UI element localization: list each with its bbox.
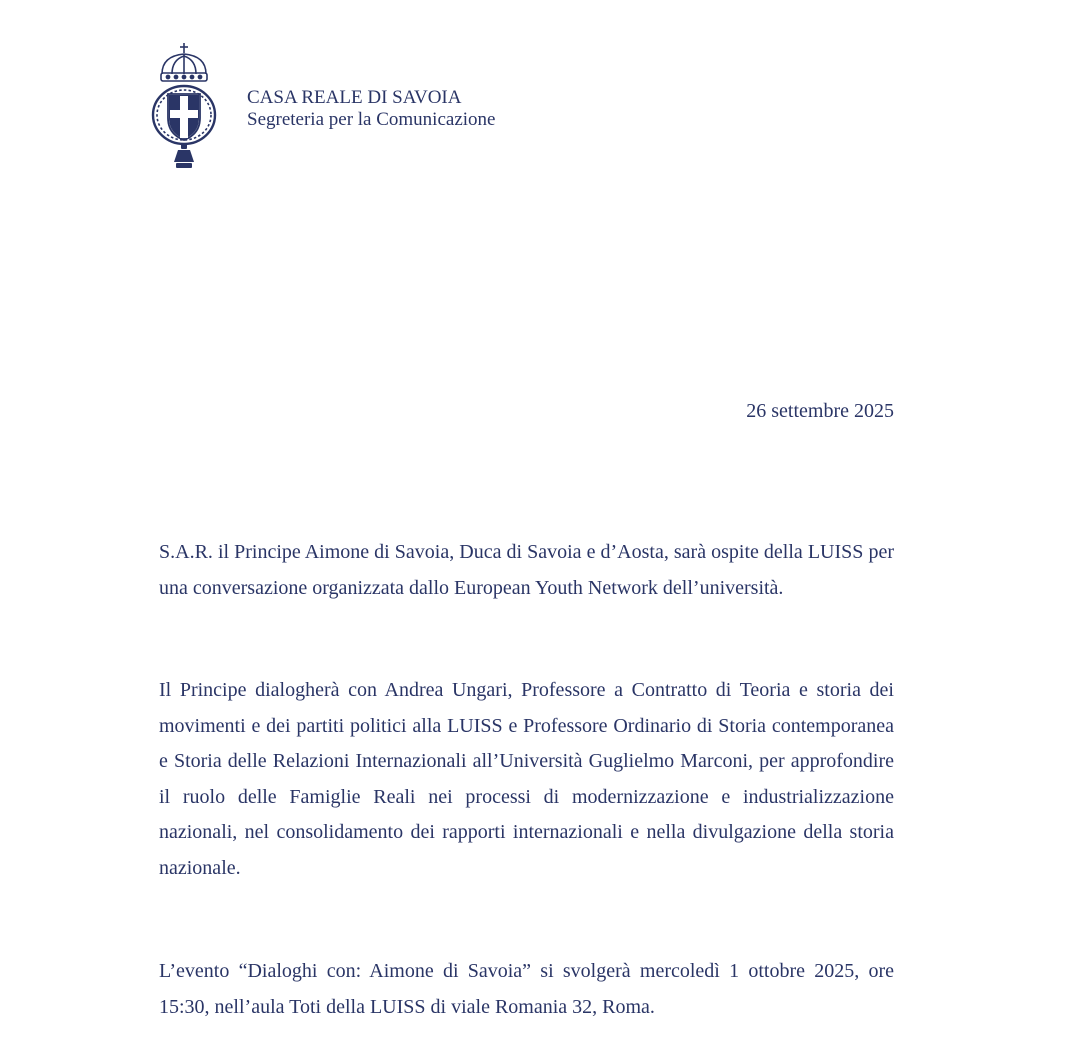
paragraph-2: Il Principe dialogherà con Andrea Ungari, Professore a Contratto di Teoria e storia dei movimenti e dei partiti politici alla LUISS e Professore Ordinario di Storia contemporanea e Storia delle Relazioni Internazionali all’Università Guglielmo Marconi, per approfondire il ruolo delle Famiglie Reali nei processi di modernizzazione e industrializzazione nazionali, nel consolidamento dei rapporti internazionali e nella divulgazione della storia nazionale.: [159, 679, 894, 879]
paragraph-1: S.A.R. il Principe Aimone di Savoia, Duca di Savoia e d’Aosta, sarà ospite della LUISS per una conversazione organizzata dallo European Youth Network dell’università.: [159, 541, 894, 599]
institution-name: CASA REALE DI SAVOIA: [247, 87, 462, 108]
paragraph-3: L’evento “Dialoghi con: Aimone di Savoia” si svolgerà mercoledì 1 ottobre 2025, ore 15:30, nell’aula Toti della LUISS di viale Romania 32, Roma.: [159, 960, 894, 1018]
department-name: Segreteria per la Comunicazione: [247, 109, 496, 130]
document-date: 26 settembre 2025: [746, 400, 894, 422]
savoy-crest-icon: [148, 40, 220, 172]
letterhead: [247, 87, 495, 131]
